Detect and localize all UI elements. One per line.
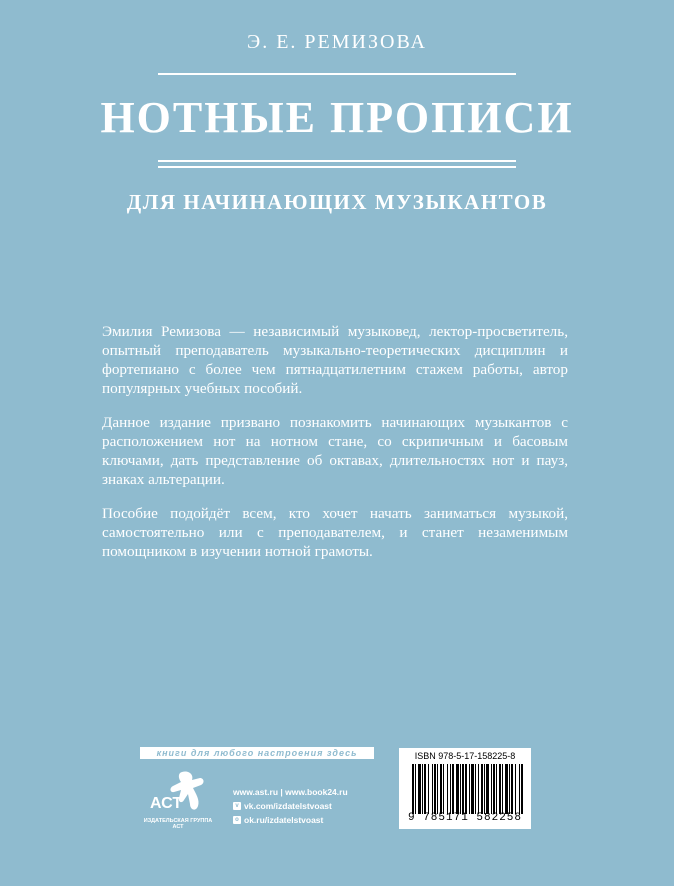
- barcode-bar: [443, 764, 444, 814]
- websites-row: [233, 785, 348, 799]
- barcode-bar: [505, 764, 508, 814]
- barcode-bar: [460, 764, 461, 814]
- barcode-bar: [471, 764, 474, 814]
- barcode-bar: [434, 764, 436, 814]
- barcode-bar: [469, 764, 470, 814]
- barcode-bar: [412, 764, 414, 814]
- vk-row: [233, 799, 348, 813]
- barcode-bar: [462, 764, 464, 814]
- description-paragraph-3: Пособие подойдёт всем, кто хочет начать заниматься музыкой, самостоятельно или с преподавателем, и станет незаменимым помощником в изучении нотной грамоты.: [102, 505, 568, 560]
- description-paragraph-1: Эмилия Ремизова — независимый музыковед, лектор-просветитель, опытный преподаватель музыкально-теоретических дисциплин и фортепиано с более чем пятнадцатилетним стажем работы, автор популярных учебных пособий.: [102, 323, 568, 397]
- barcode-bar: [509, 764, 510, 814]
- barcode-icon: [412, 764, 524, 814]
- barcode-bar: [422, 764, 423, 814]
- description-paragraph-2: Данное издание призвано познакомить начинающих музыкантов с расположением нот на нотном стане, со скрипичным и басовым ключами, дать представление об октавах, длительностях нот и пауз, знаках альтерации.: [102, 414, 568, 488]
- barcode-bar: [452, 764, 454, 814]
- barcode-bar: [481, 764, 483, 814]
- barcode-bar: [491, 764, 492, 814]
- book-subtitle: ДЛЯ НАЧИНАЮЩИХ МУЗЫКАНТОВ: [126, 190, 548, 214]
- publisher-tagline: книги для любого настроения здесь: [140, 747, 374, 759]
- barcode-box: [399, 748, 531, 829]
- description-block: [102, 322, 568, 576]
- barcode-bar: [424, 764, 426, 814]
- barcode-bar: [493, 764, 495, 814]
- barcode-bar: [465, 764, 467, 814]
- barcode-bar: [440, 764, 442, 814]
- ok-row: [233, 813, 348, 827]
- barcode-bar: [450, 764, 451, 814]
- barcode-bar: [511, 764, 513, 814]
- barcode-bar: [415, 764, 416, 814]
- barcode-bar: [486, 764, 489, 814]
- odnoklassniki-icon: o: [233, 816, 241, 824]
- barcode-bar: [519, 764, 520, 814]
- logo-text: АСТ: [150, 795, 183, 812]
- barcode-bar: [447, 764, 448, 814]
- barcode-bar: [502, 764, 503, 814]
- barcode-bar: [437, 764, 438, 814]
- barcode-bar: [484, 764, 485, 814]
- publisher-links: [233, 785, 348, 827]
- barcode-bar: [478, 764, 479, 814]
- isbn-label: ISBN 978-5-17-158225-8: [414, 751, 516, 761]
- barcode-bar: [496, 764, 497, 814]
- book-title: НОТНЫЕ ПРОПИСИ: [100, 93, 574, 142]
- websites-link[interactable]: www.ast.ru | www.book24.ru: [233, 787, 348, 797]
- title-rule-bottom-1: [158, 160, 516, 162]
- author-name: Э. Е. РЕМИЗОВА: [247, 31, 427, 53]
- title-rule-bottom-2: [158, 166, 516, 168]
- vk-icon: v: [233, 802, 241, 810]
- barcode-bar: [456, 764, 459, 814]
- title-rule-top: [158, 73, 516, 75]
- barcode-bar: [521, 764, 523, 814]
- barcode-bar: [432, 764, 433, 814]
- publisher-name: ИЗДАТЕЛЬСКАЯ ГРУППА АСТ: [143, 818, 213, 830]
- publisher-logo: [148, 770, 208, 814]
- barcode-bar: [475, 764, 476, 814]
- ok-link[interactable]: ok.ru/izdatelstvoast: [244, 815, 324, 825]
- vk-link[interactable]: vk.com/izdatelstvoast: [244, 801, 332, 811]
- barcode-bar: [428, 764, 429, 814]
- barcode-bar: [499, 764, 501, 814]
- barcode-bar: [418, 764, 421, 814]
- barcode-bar: [515, 764, 516, 814]
- barcode-digits: 9 785171 582258: [407, 812, 523, 824]
